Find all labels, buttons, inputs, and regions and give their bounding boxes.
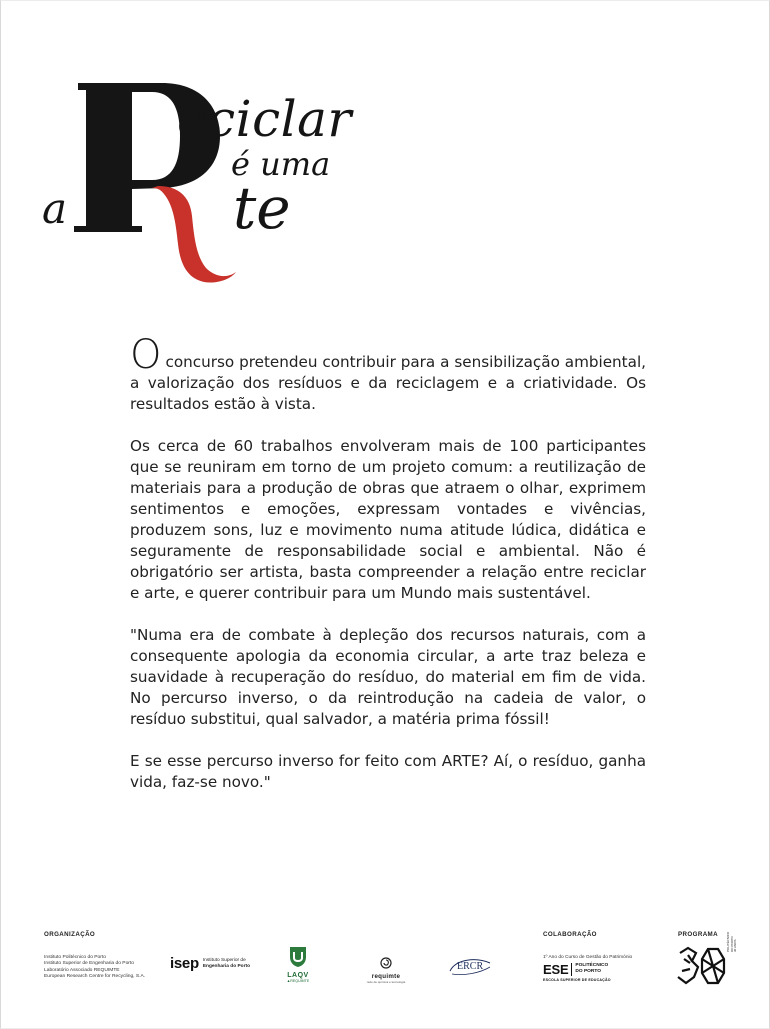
- collaboration-course-text: 1º Ano do Curso de Gestão do Património: [543, 955, 633, 960]
- thirty-years-emblem-icon: [676, 945, 728, 987]
- logo-word-eciclar: eciclar: [177, 90, 352, 148]
- ese-school-name: ESCOLA SUPERIOR DE EDUCAÇÃO: [543, 978, 611, 982]
- laqv-shield-icon: [288, 946, 308, 968]
- ercr-logo: [446, 957, 494, 977]
- isep-logo-word: isep: [170, 955, 199, 972]
- p30-line2: DO PORTO: [729, 936, 734, 952]
- drop-cap: O: [130, 332, 162, 378]
- requimte-logo-word: requimte: [371, 973, 401, 980]
- laqv-logo: [284, 946, 312, 983]
- laqv-logo-subtitle: ▲REQUIMTE: [286, 979, 310, 983]
- requimte-swirl-icon: [380, 957, 392, 969]
- organizer-line: European Research Centre for Recycling, S.A.: [44, 974, 146, 980]
- isep-sub-line2: Engenharia do Porto: [202, 963, 251, 969]
- paragraph-quote: "Numa era de combate à depleção dos recursos naturais, com a consequente apologia da economia circular, a arte traz beleza e suavidade à recuperação do resíduo, do material em fim de vida. No percurso inverso, o da reintrodução na cadeia de valor, o resíduo substitui, qual salvador, a matéria prima fóssil!: [130, 626, 646, 728]
- ercr-logo-word: ERCR: [457, 961, 484, 972]
- logo-word-e-uma: é uma: [231, 145, 331, 183]
- ese-logo-subtitle: [575, 963, 608, 974]
- isep-logo-subtitle: [203, 958, 250, 969]
- p30-line1: POLITÉCNICO: [726, 931, 730, 952]
- laqv-logo-word: LAQV: [287, 972, 309, 979]
- paragraph-intro: [130, 332, 646, 415]
- p30-line3: 30 ANOS: [733, 939, 738, 952]
- isep-logo: [170, 955, 250, 972]
- programa-30-caption: [727, 932, 738, 952]
- programa-label: PROGRAMA: [678, 931, 718, 938]
- paragraph-participants: Os cerca de 60 trabalhos envolveram mais de 100 participantes que se reuniram em torno de um projeto comum: a reutilização de materiais para a produção de obras que atraem o olhar, exprimem sentimentos e emoções, expressam vontades e vivências, produzem sons, luz e movimento numa atitude lúdica, didática e seguramente de responsabilidade social e ambiental. Não é obrigatório ser artista, basta compreender a relação entre reciclar e arte, e querer contribuir para um Mundo mais sustentável.: [130, 437, 646, 602]
- logo-word-te: te: [233, 174, 291, 242]
- organizer-line: Instituto Superior de Engenharia do Porto: [44, 961, 134, 967]
- requimte-logo: [364, 954, 408, 984]
- colaboracao-label: COLABORAÇÃO: [543, 931, 597, 938]
- organizer-line: Laboratório Associado REQUIMTE: [44, 967, 120, 973]
- ese-logo: [543, 963, 608, 976]
- ese-sub-line1: POLITÉCNICO: [575, 963, 609, 968]
- logo-word-a: a: [42, 184, 68, 233]
- organizacao-label: ORGANIZAÇÃO: [44, 931, 96, 938]
- recycling-art-logo: [40, 76, 370, 286]
- ese-sub-line2: DO PORTO: [575, 968, 601, 974]
- ese-logo-word: ESE: [543, 963, 572, 976]
- requimte-logo-subtitle: rede de química e tecnologia: [366, 980, 406, 984]
- article-body: [130, 332, 646, 814]
- paragraph-closing: E se esse percurso inverso for feito com ARTE? Aí, o resíduo, ganha vida, faz-se novo.": [130, 752, 646, 791]
- organizers-list: [44, 955, 145, 981]
- organizer-line: Instituto Politécnico do Porto: [44, 955, 106, 960]
- isep-sub-line1: Instituto Superior de: [202, 957, 246, 963]
- paragraph-intro-text: concurso pretendeu contribuir para a sensibilização ambiental, a valorização dos resíduos e da reciclagem e a criatividade. Os resultados estão à vista.: [130, 353, 646, 413]
